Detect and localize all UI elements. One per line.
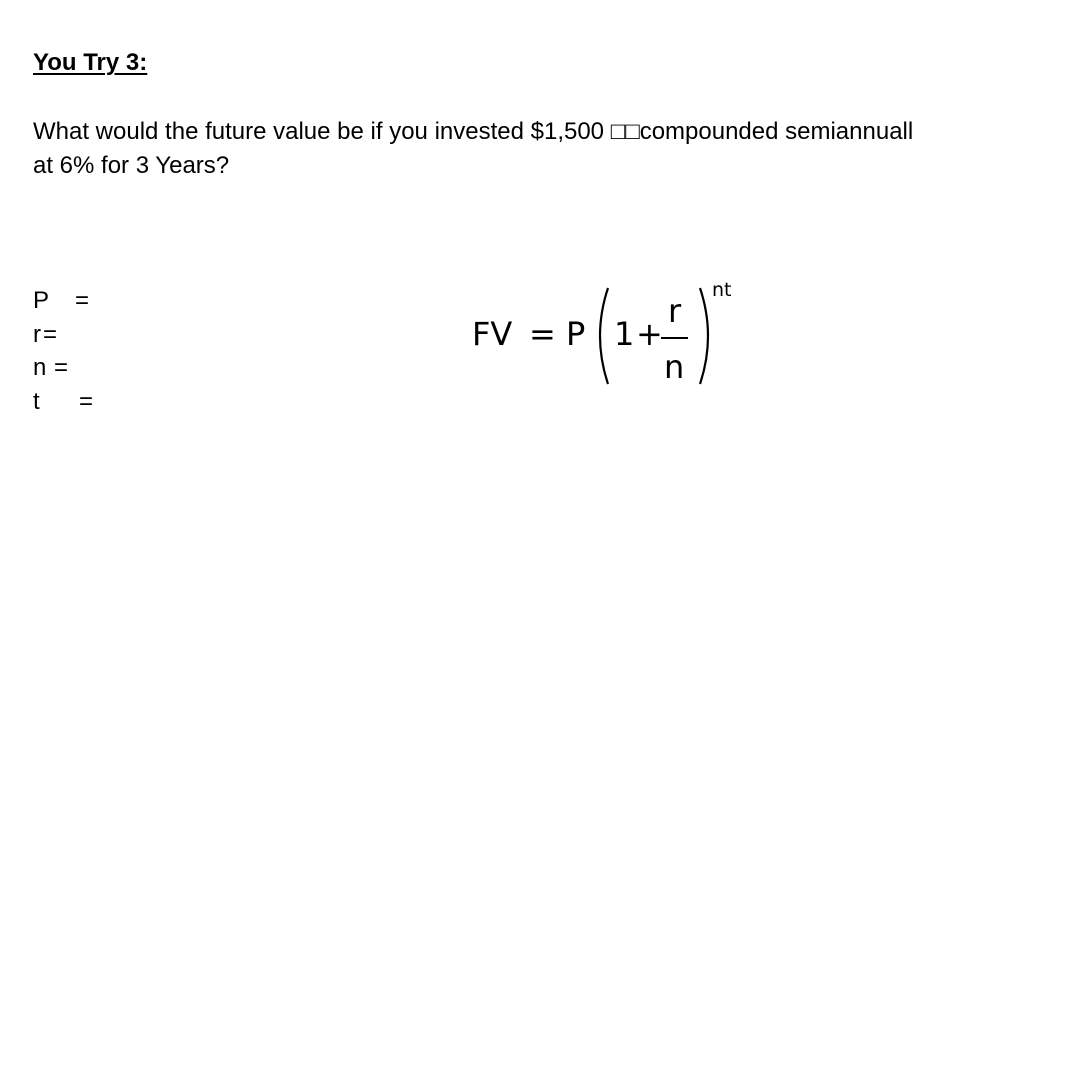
formula-plus: + bbox=[636, 315, 663, 353]
formula-equals: = bbox=[529, 315, 556, 353]
formula-principal: P bbox=[566, 315, 586, 353]
variable-equals-r: = bbox=[43, 320, 58, 348]
variable-equals-n: = bbox=[54, 354, 69, 381]
variable-symbol-n: n bbox=[33, 354, 47, 381]
question-line-2: at 6% for 3 Years? bbox=[33, 152, 230, 179]
variable-symbol-t: t bbox=[33, 387, 40, 415]
variable-equals-t: = bbox=[79, 387, 94, 415]
variable-symbol-r: r bbox=[33, 320, 41, 348]
variable-list bbox=[33, 284, 93, 418]
question-line-1: What would the future value be if you invested $1,500 □□compounded semiannuall bbox=[33, 118, 914, 145]
variable-symbol-p: P bbox=[33, 287, 50, 314]
formula-lhs: FV bbox=[472, 315, 513, 353]
formula-right-paren bbox=[700, 288, 708, 384]
variable-equals-p: = bbox=[75, 287, 90, 314]
question-text bbox=[33, 115, 1066, 183]
variable-row-r bbox=[33, 318, 93, 352]
page-heading: You Try 3: bbox=[33, 49, 148, 76]
formula-graphic bbox=[466, 276, 746, 394]
formula-one: 1 bbox=[614, 315, 635, 353]
formula-exponent: nt bbox=[712, 279, 732, 301]
formula-denominator: n bbox=[664, 348, 685, 386]
future-value-formula bbox=[466, 276, 746, 394]
variable-row-t bbox=[33, 385, 93, 419]
variable-row-p bbox=[33, 284, 93, 318]
variable-row-n bbox=[33, 351, 93, 385]
formula-numerator: r bbox=[668, 292, 682, 330]
formula-left-paren bbox=[600, 288, 608, 384]
